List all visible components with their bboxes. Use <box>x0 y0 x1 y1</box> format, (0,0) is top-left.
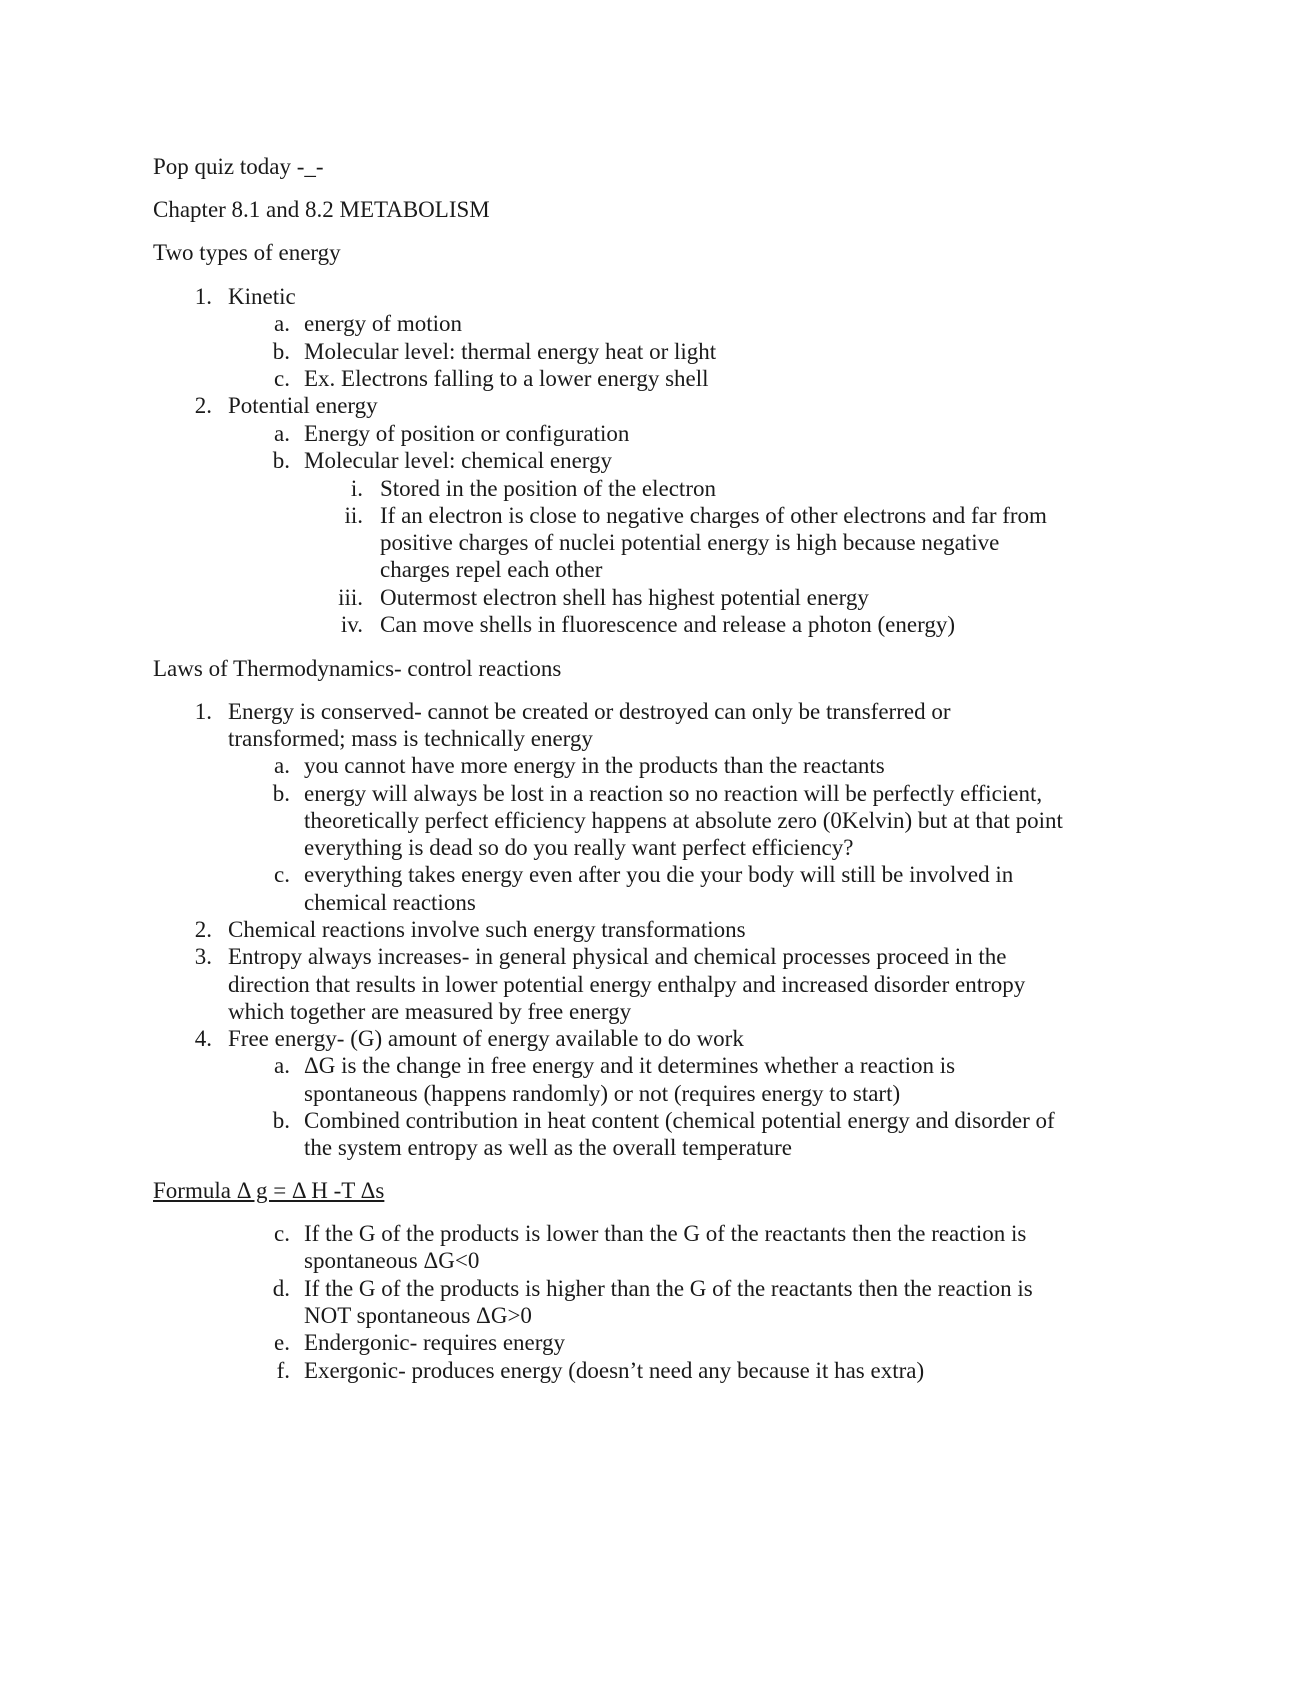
list-item-line: positive charges of nuclei potential energy is high because negative <box>380 530 1000 555</box>
list-item: Molecular level: chemical energy <box>304 448 613 473</box>
list-number: 2. <box>194 393 212 418</box>
list-item-line: Combined contribution in heat content (chemical potential energy and disorder of <box>304 1108 1055 1133</box>
list-item-line: direction that results in lower potential energy enthalpy and increased disorder entropy <box>228 972 1026 997</box>
intro-line: Pop quiz today -_- <box>153 154 324 179</box>
list-item-line: everything is dead so do you really want perfect efficiency? <box>304 835 854 860</box>
list-letter: f. <box>276 1358 290 1383</box>
list-letter: a. <box>274 1053 290 1078</box>
list-roman: iv. <box>340 612 363 637</box>
list-item-line: spontaneous ΔG<0 <box>304 1248 480 1273</box>
list-number: 2. <box>194 917 212 942</box>
list-item-line: you cannot have more energy in the products than the reactants <box>304 753 885 778</box>
list-item-line: transformed; mass is technically energy <box>228 726 593 751</box>
list-roman: ii. <box>344 503 363 528</box>
list-item-line: ΔG is the change in free energy and it determines whether a reaction is <box>304 1053 956 1078</box>
list-item-line: the system entropy as well as the overall temperature <box>304 1135 792 1160</box>
list-item-line: theoretically perfect efficiency happens at absolute zero (0Kelvin) but at that point <box>304 808 1063 833</box>
list-item-line: spontaneous (happens randomly) or not (requires energy to start) <box>304 1081 901 1106</box>
list-item-line: Exergonic- produces energy (doesn’t need any because it has extra) <box>304 1358 925 1383</box>
list-item-line: everything takes energy even after you die your body will still be involved in <box>304 862 1014 887</box>
energy-types-heading: Two types of energy <box>153 240 341 265</box>
list-item-line: NOT spontaneous ΔG>0 <box>304 1303 532 1328</box>
list-letter: d. <box>272 1276 290 1301</box>
list-item: energy of motion <box>304 311 462 336</box>
list-item-line: Chemical reactions involve such energy transformations <box>228 917 746 942</box>
list-letter: c. <box>274 1221 290 1246</box>
thermo-heading: Laws of Thermodynamics- control reactions <box>153 656 562 681</box>
list-letter: a. <box>274 421 290 446</box>
list-item: Outermost electron shell has highest potential energy <box>380 585 869 610</box>
list-letter: b. <box>272 1108 290 1133</box>
list-roman: i. <box>350 476 363 501</box>
list-letter: b. <box>272 339 290 364</box>
list-item-line: charges repel each other <box>380 557 603 582</box>
list-item-line: Energy is conserved- cannot be created or destroyed can only be transferred or <box>228 699 951 724</box>
list-item: Energy of position or configuration <box>304 421 630 446</box>
list-item: Stored in the position of the electron <box>380 476 716 501</box>
list-letter: b. <box>272 448 290 473</box>
list-item: Can move shells in fluorescence and release a photon (energy) <box>380 612 955 637</box>
list-item-line: Free energy- (G) amount of energy available to do work <box>228 1026 744 1051</box>
list-letter: a. <box>274 311 290 336</box>
list-number: 4. <box>194 1026 212 1051</box>
list-letter: b. <box>272 781 290 806</box>
list-item-line: If an electron is close to negative charges of other electrons and far from <box>380 503 1047 528</box>
list-number: 1. <box>194 284 212 309</box>
list-number: 3. <box>194 944 212 969</box>
list-item: Kinetic <box>228 284 296 309</box>
list-letter: c. <box>274 366 290 391</box>
list-item-line: Endergonic- requires energy <box>304 1330 565 1355</box>
list-number: 1. <box>194 699 212 724</box>
list-item-line: chemical reactions <box>304 890 476 915</box>
list-letter: a. <box>274 753 290 778</box>
list-roman: iii. <box>338 585 363 610</box>
list-item: Potential energy <box>228 393 378 418</box>
list-item: Ex. Electrons falling to a lower energy shell <box>304 366 709 391</box>
chapter-title: Chapter 8.1 and 8.2 METABOLISM <box>153 197 490 222</box>
list-item-line: energy will always be lost in a reaction so no reaction will be perfectly efficient, <box>304 781 1043 806</box>
list-item: Molecular level: thermal energy heat or light <box>304 339 717 364</box>
list-item-line: Entropy always increases- in general physical and chemical processes proceed in the <box>228 944 1007 969</box>
list-letter: c. <box>274 862 290 887</box>
list-item-line: If the G of the products is lower than the G of the reactants then the reaction is <box>304 1221 1027 1246</box>
list-item-line: which together are measured by free energy <box>228 999 632 1024</box>
formula-heading: Formula Δ g = Δ H -T Δs <box>153 1178 385 1203</box>
list-item-line: If the G of the products is higher than the G of the reactants then the reaction is <box>304 1276 1033 1301</box>
list-letter: e. <box>274 1330 290 1355</box>
